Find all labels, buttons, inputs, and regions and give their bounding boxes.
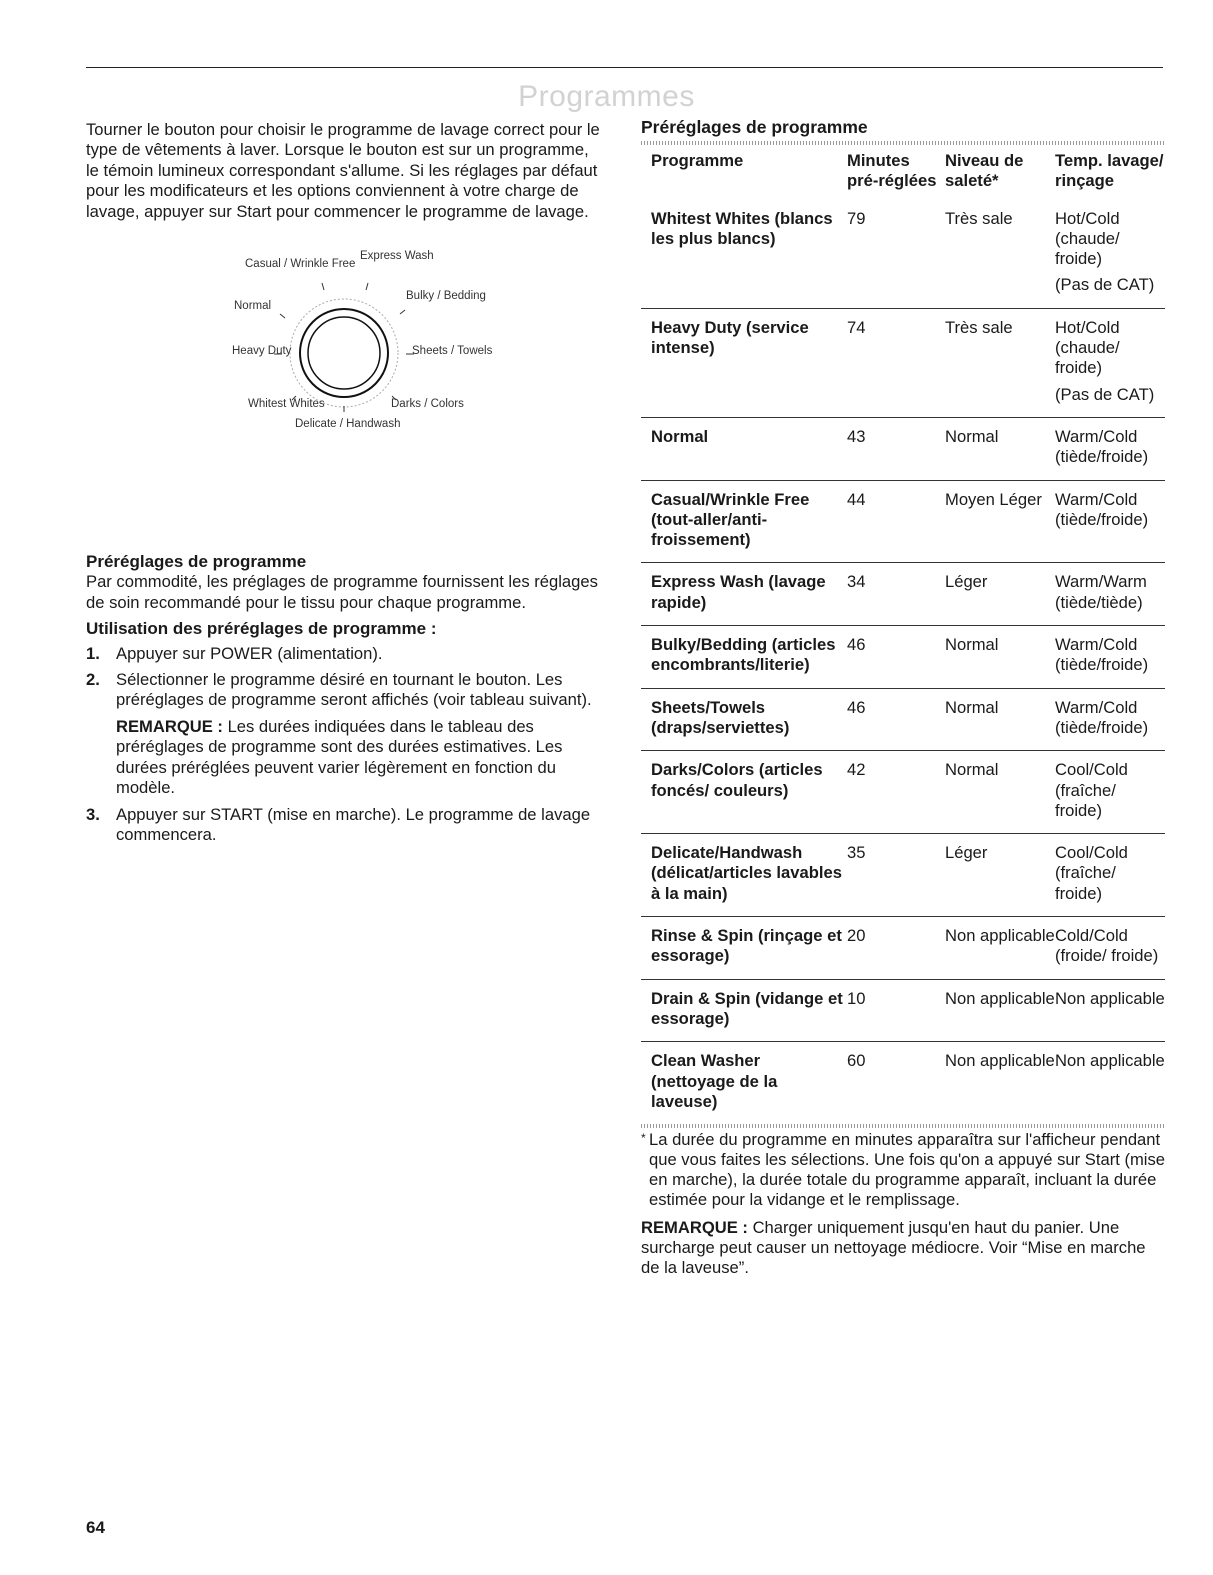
program-cell	[641, 200, 847, 309]
note-text: Les durées indiquées dans le tableau des préréglages de programme sont des durées estimatives. Les durées préréglées peuvent varier légèrement en fonction du modèle.	[116, 716, 563, 798]
table-row	[641, 1042, 1165, 1124]
step-item	[86, 644, 604, 664]
step-note	[116, 717, 604, 799]
soil-cell-text: Non applicable	[945, 988, 1055, 1008]
table-row	[641, 751, 1165, 834]
program-cell-text: Rinse & Spin (rinçage et essorage)	[651, 926, 842, 966]
left-column	[86, 120, 604, 851]
remark-text: Charger uniquement jusqu'en haut du panier. Une surcharge peut causer un nettoyage médiocre. Voir “Mise en marche de la laveuse”.	[641, 1218, 1146, 1278]
program-cell	[641, 417, 847, 480]
soil-cell-text: Normal	[945, 426, 999, 446]
step-text: Appuyer sur START (mise en marche). Le programme de lavage commencera.	[116, 804, 591, 844]
temp-note: (Pas de CAT)	[1055, 384, 1155, 404]
temp-cell	[1055, 834, 1165, 917]
temp-cell-text: Warm/Warm (tiède/tiède)	[1055, 572, 1147, 612]
table-row	[641, 834, 1165, 917]
dial-label-express: Express Wash	[360, 250, 434, 262]
table-title: Préréglages de programme	[641, 117, 868, 137]
program-cell-text: Express Wash (lavage rapide)	[651, 572, 826, 612]
program-cell-text: Sheets/Towels (draps/serviettes)	[651, 697, 790, 737]
temp-cell-text: Cold/Cold (froide/ froide)	[1055, 926, 1159, 966]
soil-cell	[945, 417, 1055, 480]
temp-cell	[1055, 480, 1165, 563]
soil-cell-text: Normal	[945, 697, 999, 717]
dial-label-normal: Normal	[234, 300, 272, 312]
step-text: Sélectionner le programme désiré en tournant le bouton. Les préréglages de programme seront affichés (voir tableau suivant).	[116, 670, 592, 710]
page-number: 64	[86, 1518, 105, 1537]
minutes-cell-text: 74	[847, 317, 866, 337]
temp-cell-text: Warm/Cold (tiède/froide)	[1055, 635, 1149, 675]
dial-label-bulky: Bulky / Bedding	[406, 290, 486, 302]
temp-cell	[1055, 751, 1165, 834]
temp-cell-text: Hot/Cold (chaude/ froide)	[1055, 317, 1120, 378]
minutes-cell-text: 10	[847, 988, 866, 1008]
footnote-text: La durée du programme en minutes apparaîtra sur l'afficheur pendant que vous faites les sélections. Une fois qu'on a appuyé sur Start (mise en marche), la durée totale du programme apparaît, incluant la durée estimée pour la vidange et le remplissage.	[649, 1130, 1166, 1210]
minutes-cell-text: 46	[847, 697, 866, 717]
program-cell	[641, 751, 847, 834]
program-cell	[641, 308, 847, 417]
program-cell-text: Whitest Whites (blancs les plus blancs)	[651, 208, 833, 248]
temp-cell	[1055, 563, 1165, 626]
soil-cell-text: Non applicable	[945, 926, 1055, 946]
minutes-cell-text: 44	[847, 489, 866, 509]
cycle-dial-diagram	[200, 248, 493, 448]
soil-cell	[945, 688, 1055, 751]
soil-cell-text: Léger	[945, 572, 988, 592]
program-cell-text: Heavy Duty (service intense)	[651, 317, 809, 358]
soil-cell-text: Non applicable	[945, 1051, 1055, 1071]
temp-cell	[1055, 308, 1165, 417]
step-item	[86, 805, 604, 846]
step-text: Appuyer sur POWER (alimentation).	[116, 643, 383, 663]
program-cell	[641, 626, 847, 689]
table-row	[641, 480, 1165, 563]
program-cell-text: Normal	[651, 426, 709, 446]
minutes-cell	[847, 563, 945, 626]
right-column	[641, 117, 1165, 1278]
dial-label-sheets: Sheets / Towels	[412, 345, 493, 357]
temp-cell-text: Cool/Cold (fraîche/ froide)	[1055, 843, 1128, 903]
temp-cell	[1055, 417, 1165, 480]
minutes-cell	[847, 200, 945, 309]
dial-label-casual: Casual / Wrinkle Free	[245, 258, 356, 270]
soil-cell	[945, 979, 1055, 1042]
table-header-row	[641, 145, 1165, 200]
minutes-cell	[847, 308, 945, 417]
soil-cell-text: Normal	[945, 760, 999, 780]
temp-cell	[1055, 917, 1165, 980]
program-cell-text: Casual/Wrinkle Free (tout-aller/anti-froissement)	[651, 489, 810, 550]
soil-cell	[945, 834, 1055, 917]
temp-cell-text: Warm/Cold (tiède/froide)	[1055, 426, 1149, 467]
minutes-cell	[847, 917, 945, 980]
footnote	[641, 1130, 1165, 1210]
table-row	[641, 200, 1165, 309]
step-number: 3.	[86, 804, 100, 824]
minutes-cell-text: 42	[847, 760, 866, 780]
presets-heading: Préréglages de programme	[86, 552, 307, 572]
table-row	[641, 417, 1165, 480]
header-temp: Temp. lavage/ rinçage	[1055, 151, 1164, 191]
note-label: REMARQUE :	[116, 716, 223, 736]
usage-heading: Utilisation des préréglages de programme :	[86, 619, 437, 639]
page-title: Programmes	[518, 80, 695, 113]
step-number: 1.	[86, 643, 100, 663]
program-cell-text: Drain & Spin (vidange et essorage)	[651, 988, 843, 1028]
header-soil: Niveau de saleté*	[945, 151, 1024, 191]
minutes-cell	[847, 834, 945, 917]
header-minutes: Minutes pré-réglées	[847, 151, 937, 191]
soil-cell	[945, 751, 1055, 834]
header-program: Programme	[651, 151, 744, 170]
temp-cell-text: Non applicable	[1055, 1051, 1165, 1071]
minutes-cell	[847, 480, 945, 563]
table-row	[641, 917, 1165, 980]
temp-cell-text: Warm/Cold (tiède/froide)	[1055, 697, 1149, 737]
soil-cell	[945, 308, 1055, 417]
program-cell	[641, 563, 847, 626]
minutes-cell	[847, 751, 945, 834]
program-cell	[641, 979, 847, 1042]
dial-label-delicate: Delicate / Handwash	[295, 418, 401, 430]
program-cell	[641, 688, 847, 751]
temp-cell-text: Hot/Cold (chaude/ froide)	[1055, 208, 1120, 269]
soil-cell	[945, 1042, 1055, 1124]
dotted-rule-bottom	[641, 1124, 1165, 1128]
remark-label: REMARQUE :	[641, 1218, 748, 1238]
presets-paragraph: Par commodité, les préglages de programme fournissent les réglages de soin recommandé pour le tissu pour chaque programme.	[86, 572, 598, 612]
top-rule	[86, 67, 1163, 68]
step-number: 2.	[86, 670, 100, 690]
table-row	[641, 563, 1165, 626]
minutes-cell	[847, 417, 945, 480]
soil-cell	[945, 480, 1055, 563]
program-cell	[641, 480, 847, 563]
minutes-cell-text: 35	[847, 843, 866, 863]
soil-cell	[945, 917, 1055, 980]
soil-cell	[945, 200, 1055, 309]
minutes-cell-text: 60	[847, 1051, 866, 1071]
step-item	[86, 670, 604, 798]
temp-cell	[1055, 688, 1165, 751]
temp-cell	[1055, 979, 1165, 1042]
soil-cell-text: Normal	[945, 635, 999, 655]
soil-cell-text: Très sale	[945, 208, 1013, 228]
program-cell	[641, 834, 847, 917]
temp-cell-text: Non applicable	[1055, 988, 1165, 1008]
soil-cell-text: Moyen Léger	[945, 489, 1042, 509]
minutes-cell	[847, 688, 945, 751]
minutes-cell	[847, 979, 945, 1042]
dial-label-heavy: Heavy Duty	[232, 345, 292, 357]
table-row	[641, 308, 1165, 417]
presets-table	[641, 145, 1165, 1124]
soil-cell	[945, 563, 1055, 626]
minutes-cell-text: 79	[847, 208, 866, 228]
temp-note: (Pas de CAT)	[1055, 275, 1155, 295]
temp-cell	[1055, 200, 1165, 309]
dial-label-darks: Darks / Colors	[391, 398, 464, 410]
dial-label-whitest: Whitest Whites	[248, 398, 325, 410]
program-cell-text: Darks/Colors (articles foncés/ couleurs)	[651, 760, 823, 800]
intro-paragraph: Tourner le bouton pour choisir le programme de lavage correct pour le type de vêtements à laver. Lorsque le bouton est sur un programme, le témoin lumineux correspondant s'allume. Si les réglages par défaut pour les modificateurs et les options conviennent à votre charge de lavage, appuyer sur Start pour commencer le programme de lavage.	[86, 120, 600, 221]
program-cell-text: Delicate/Handwash (délicat/articles lavables à la main)	[651, 843, 842, 903]
minutes-cell-text: 43	[847, 426, 866, 446]
program-cell-text: Clean Washer (nettoyage de la laveuse)	[651, 1051, 778, 1111]
soil-cell-text: Très sale	[945, 317, 1013, 337]
minutes-cell-text: 34	[847, 572, 866, 592]
steps-list	[86, 644, 604, 846]
footnote-star: *	[641, 1131, 646, 1146]
minutes-cell	[847, 1042, 945, 1124]
program-cell-text: Bulky/Bedding (articles encombrants/literie)	[651, 635, 836, 675]
soil-cell-text: Léger	[945, 843, 988, 863]
minutes-cell	[847, 626, 945, 689]
program-cell	[641, 917, 847, 980]
minutes-cell-text: 20	[847, 926, 866, 946]
table-row	[641, 626, 1165, 689]
table-row	[641, 688, 1165, 751]
table-row	[641, 979, 1165, 1042]
soil-cell	[945, 626, 1055, 689]
table-body	[641, 200, 1165, 1125]
temp-cell	[1055, 626, 1165, 689]
temp-cell-text: Cool/Cold (fraîche/ froide)	[1055, 760, 1128, 820]
temp-cell	[1055, 1042, 1165, 1124]
program-cell	[641, 1042, 847, 1124]
temp-cell-text: Warm/Cold (tiède/froide)	[1055, 489, 1149, 529]
minutes-cell-text: 46	[847, 635, 866, 655]
remark	[641, 1218, 1165, 1278]
